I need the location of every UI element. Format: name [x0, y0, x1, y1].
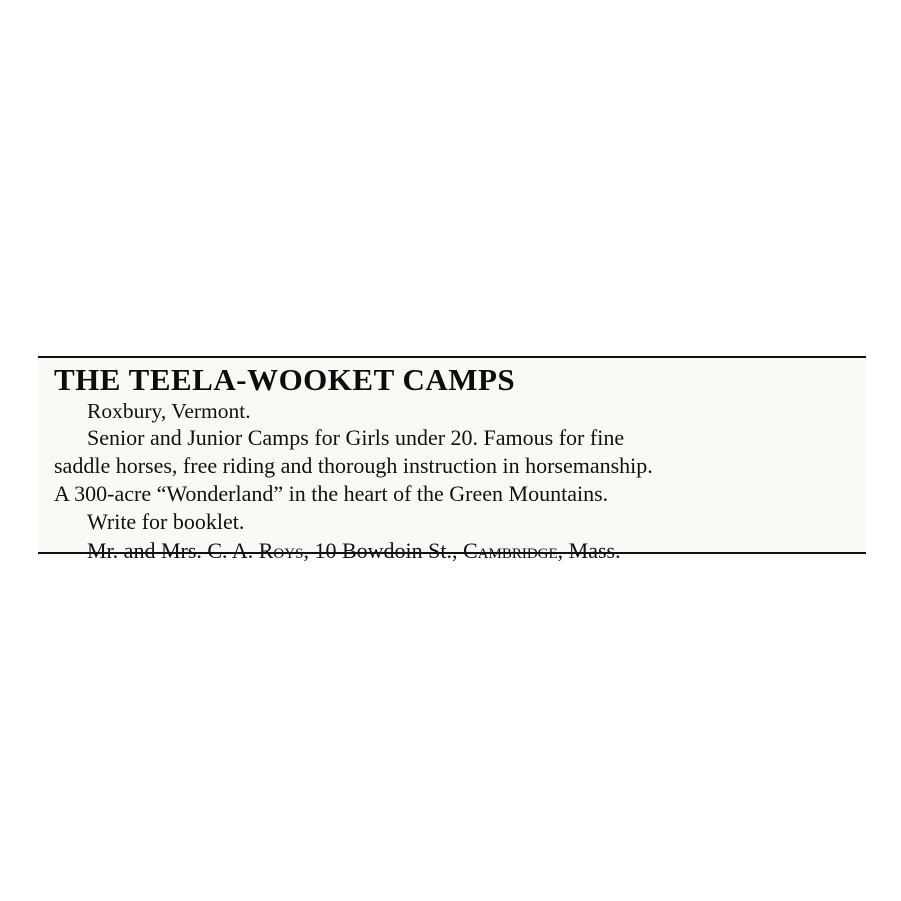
- contact-city: Cambridge: [462, 537, 558, 563]
- advertisement-clipping: [38, 356, 866, 563]
- ad-body-line: Senior and Junior Camps for Girls under 20. Famous for fine: [87, 424, 625, 450]
- ad-body-line: saddle horses, free riding and thorough instruction in horsemanship.: [54, 453, 653, 479]
- contact-surname: Roys: [258, 537, 304, 563]
- ad-contact-line: [54, 537, 856, 565]
- ad-body-text: [54, 424, 856, 537]
- advertisement-content: [54, 364, 856, 564]
- ad-body-line: A 300-acre “Wonderland” in the heart of the Green Mountains.: [54, 481, 609, 507]
- ad-headline: THE TEELA-WOOKET CAMPS: [54, 362, 516, 397]
- ad-body-line: Write for booklet.: [87, 509, 245, 535]
- contact-state: , Mass.: [557, 537, 621, 563]
- contact-address: , 10 Bowdoin St.,: [303, 537, 463, 563]
- ad-location: Roxbury, Vermont.: [87, 398, 251, 423]
- contact-names: Mr. and Mrs. C. A.: [87, 537, 259, 563]
